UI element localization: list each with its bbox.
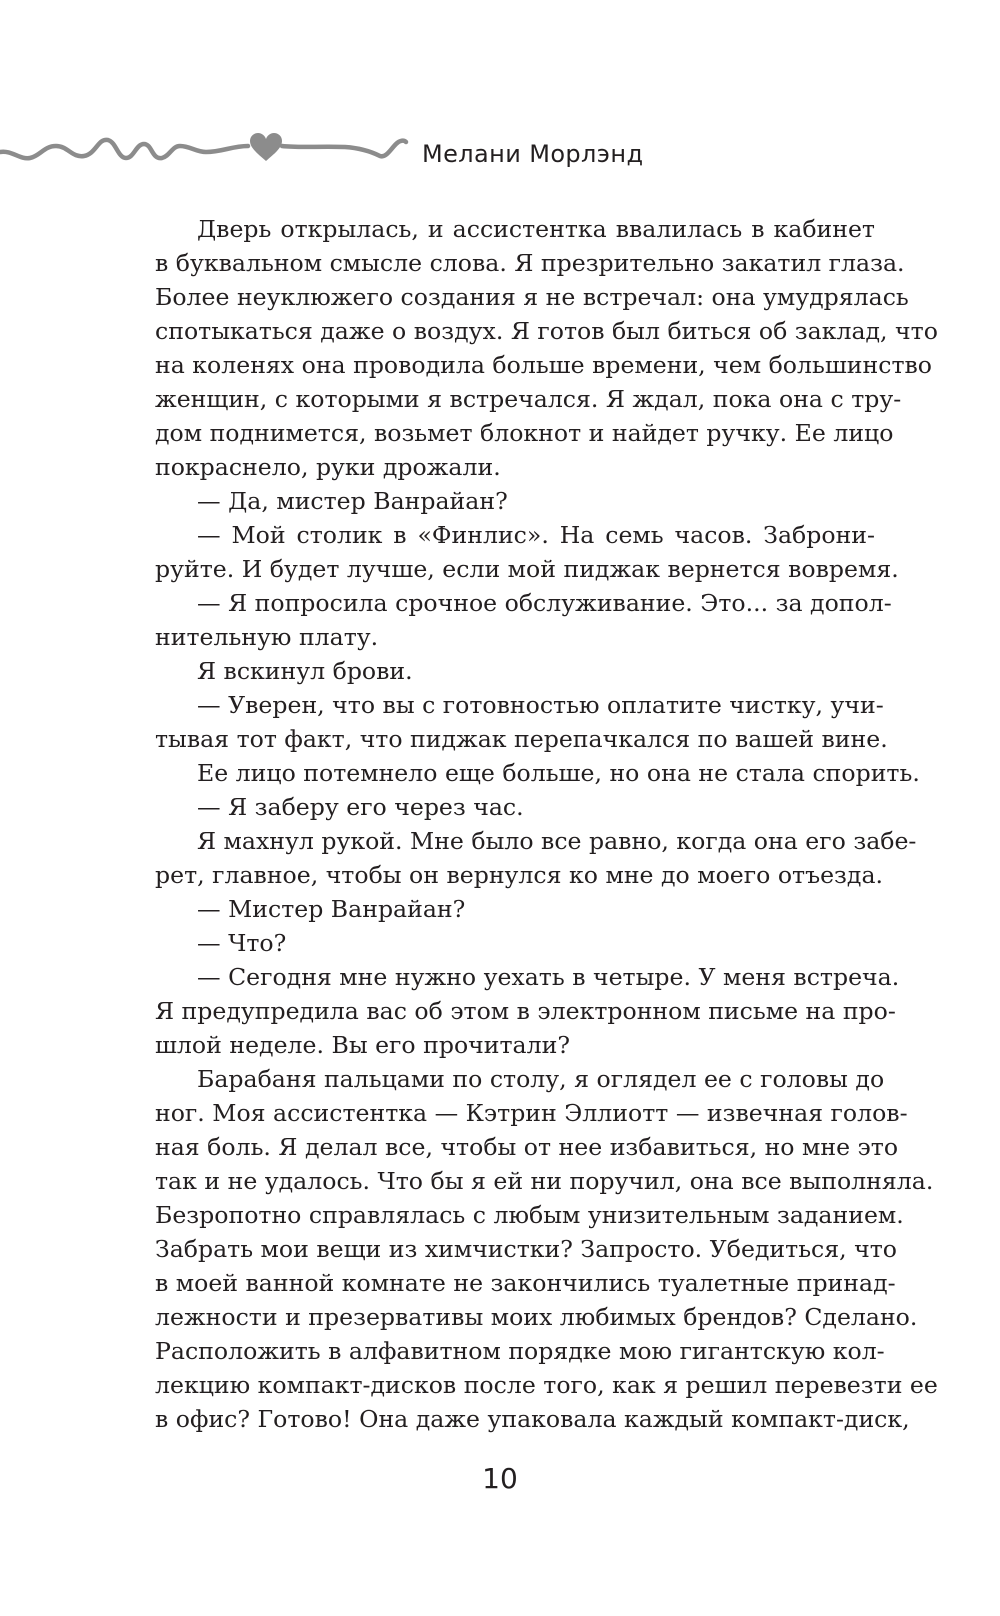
text-line: дом поднимется, возьмет блокнот и найдет ручку. Ее лицо	[155, 419, 894, 447]
running-header	[0, 128, 1000, 178]
text-line: ног. Моя ассистентка — Кэтрин Эллиотт — извечная голов-	[155, 1099, 908, 1127]
text-line: Безропотно справлялась с любым унизительным заданием.	[155, 1201, 904, 1229]
text-line: шлой неделе. Вы его прочитали?	[155, 1031, 570, 1059]
text-line: Дверь открылась, и ассистентка ввалилась в кабинет	[197, 215, 875, 243]
text-line: — Сегодня мне нужно уехать в четыре. У меня встреча.	[197, 963, 900, 991]
text-line: Барабаня пальцами по столу, я оглядел ее с головы до	[197, 1065, 885, 1093]
text-line: рет, главное, чтобы он вернулся ко мне до моего отъезда.	[155, 861, 884, 889]
text-line: — Да, мистер Ванрайан?	[197, 487, 508, 515]
text-line: Ее лицо потемнело еще больше, но она не стала спорить.	[197, 759, 920, 787]
ornament-squiggle	[0, 140, 248, 158]
text-line: руйте. И будет лучше, если мой пиджак вернется вовремя.	[155, 555, 899, 583]
text-line: — Уверен, что вы с готовностью оплатите чистку, учи-	[197, 691, 884, 719]
text-line: Забрать мои вещи из химчистки? Запросто. Убедиться, что	[155, 1235, 898, 1263]
text-line: Я вскинул брови.	[197, 657, 413, 685]
text-line: тывая тот факт, что пиджак перепачкался по вашей вине.	[155, 725, 888, 753]
text-line: — Мистер Ванрайан?	[197, 895, 466, 923]
text-line: в буквальном смысле слова. Я презрительно закатил глаза.	[155, 249, 905, 277]
text-line: — Я попросила срочное обслуживание. Это... за допол-	[197, 589, 892, 617]
text-line: Я предупредила вас об этом в электронном письме на про-	[155, 997, 896, 1025]
text-line: в офис? Готово! Она даже упаковала каждый компакт-диск,	[155, 1405, 910, 1433]
text-line: лекцию компакт-дисков после того, как я решил перевезти ее	[155, 1371, 938, 1399]
text-line: нительную плату.	[155, 623, 379, 651]
text-line: спотыкаться даже о воздух. Я готов был биться об заклад, что	[155, 317, 938, 345]
text-line: лежности и презервативы моих любимых брендов? Сделано.	[155, 1303, 918, 1331]
text-line: Расположить в алфавитном порядке мою гигантскую кол-	[155, 1337, 885, 1365]
body-text	[155, 212, 938, 1436]
heart-icon	[250, 133, 282, 161]
ornament-line	[282, 141, 406, 157]
author-name: Мелани Морлэнд	[422, 140, 644, 168]
text-line: на коленях она проводила больше времени, чем большинство	[155, 351, 932, 379]
text-line: в моей ванной комнате не закончились туалетные принад-	[155, 1269, 896, 1297]
text-line: — Я заберу его через час.	[197, 793, 524, 821]
text-line: Я махнул рукой. Мне было все равно, когда она его забе-	[197, 827, 917, 855]
text-line: — Что?	[197, 929, 287, 957]
text-line: Более неуклюжего создания я не встречал: она умудрялась	[155, 283, 909, 311]
text-line: покраснело, руки дрожали.	[155, 453, 501, 481]
text-line: — Мой столик в «Финлис». На семь часов. Заброни-	[197, 521, 875, 549]
text-line: женщин, с которыми я встречался. Я ждал, пока она с тру-	[155, 385, 902, 413]
text-line: так и не удалось. Что бы я ей ни поручил, она все выполняла.	[155, 1167, 934, 1195]
page-number: 10	[482, 1462, 518, 1495]
text-line: ная боль. Я делал все, чтобы от нее избавиться, но мне это	[155, 1133, 899, 1161]
